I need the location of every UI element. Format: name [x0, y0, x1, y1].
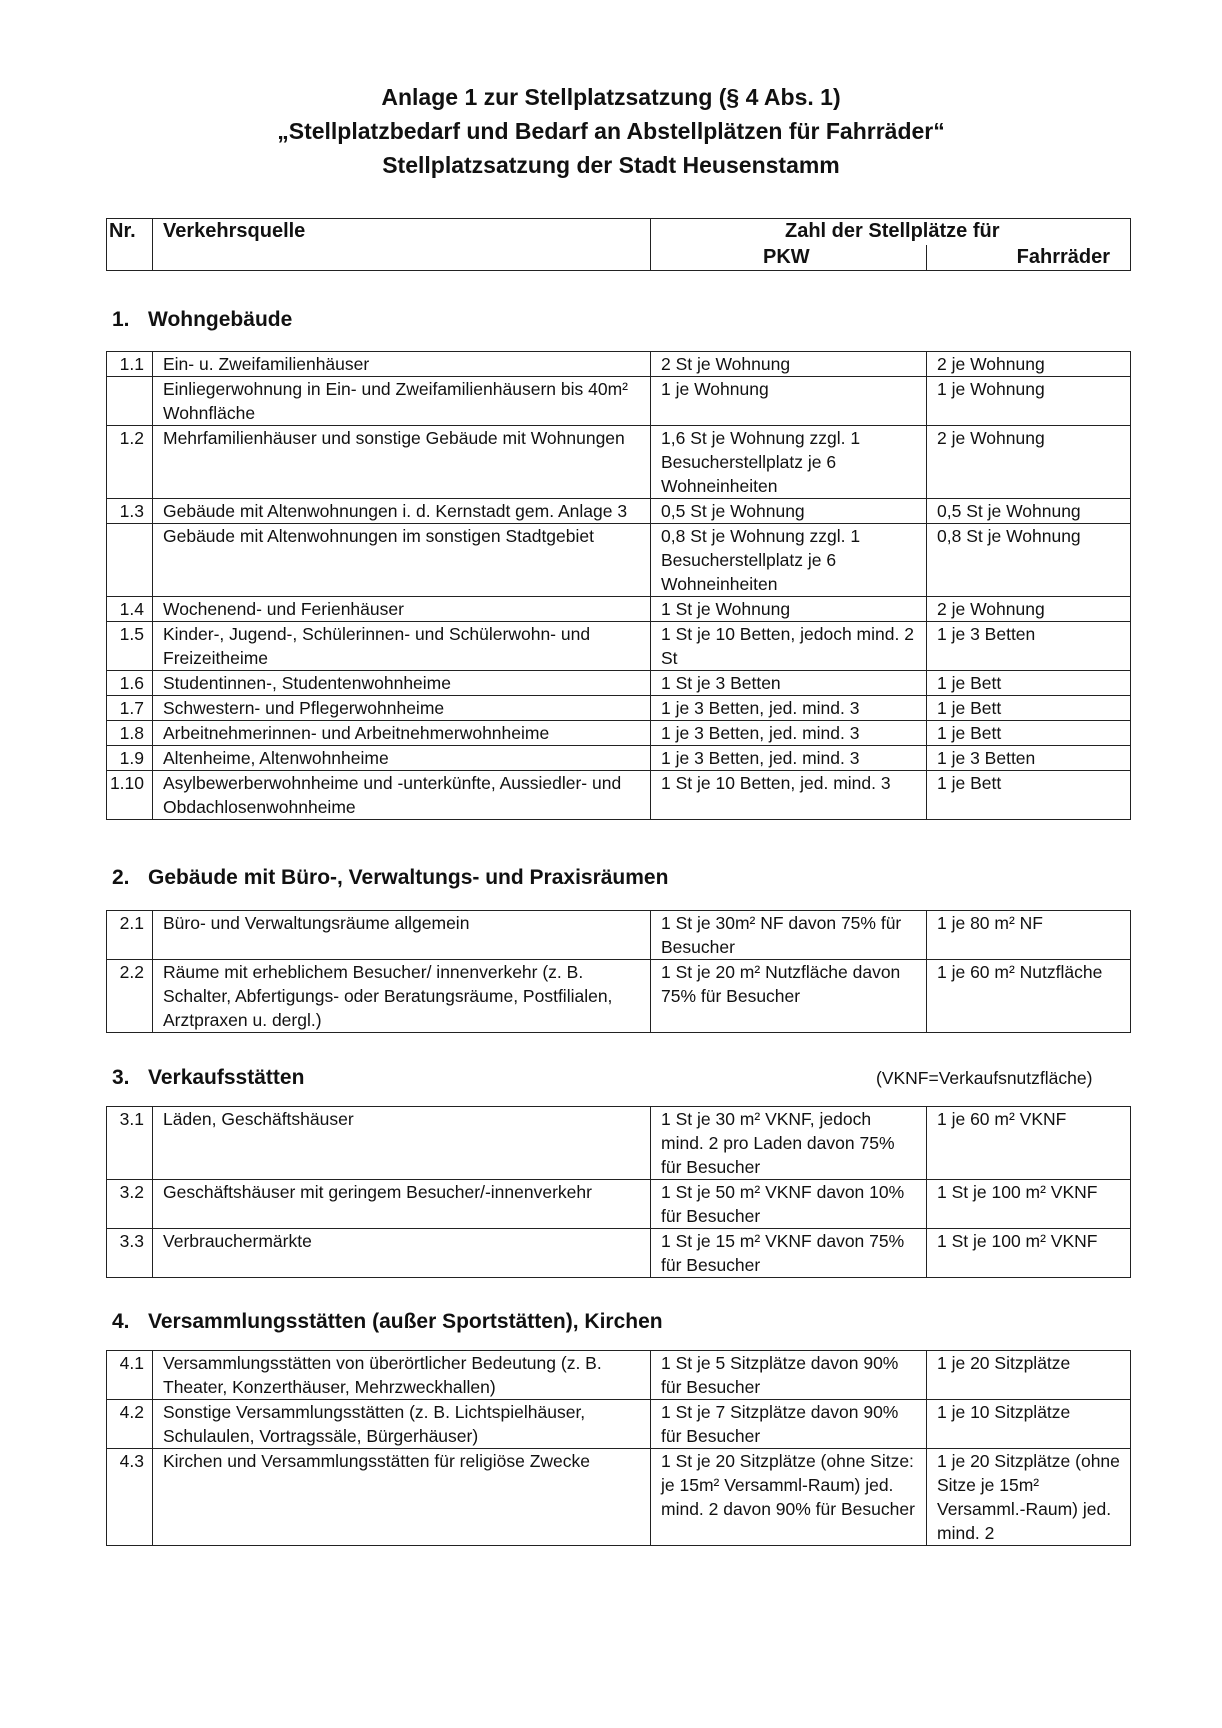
traffic-source: Arbeitnehmerinnen- und Arbeitnehmerwohnheime	[153, 721, 651, 746]
row-number: 4.1	[107, 1351, 153, 1400]
bike-spaces: 1 je 20 Sitzplätze	[927, 1351, 1131, 1400]
bike-spaces: 1 St je 100 m² VKNF	[927, 1180, 1131, 1229]
bike-spaces: 1 je 60 m² Nutzfläche	[927, 960, 1131, 1033]
row-number: 1.7	[107, 696, 153, 721]
row-number: 1.4	[107, 597, 153, 622]
section-title-3	[112, 1066, 304, 1090]
section-number: 1.	[112, 308, 130, 331]
bike-spaces: 1 je 3 Betten	[927, 622, 1131, 671]
table-row	[107, 721, 1131, 746]
table-row	[107, 1229, 1131, 1278]
car-spaces: 1 St je 15 m² VKNF davon 75% für Besucher	[651, 1229, 927, 1278]
traffic-source: Schwestern- und Pflegerwohnheime	[153, 696, 651, 721]
traffic-source: Versammlungsstätten von überörtlicher Bedeutung (z. B. Theater, Konzerthäuser, Mehrzweckhallen)	[153, 1351, 651, 1400]
traffic-source: Gebäude mit Altenwohnungen i. d. Kernstadt gem. Anlage 3	[153, 499, 651, 524]
car-spaces: 1 St je 20 Sitzplätze (ohne Sitze: je 15m² Versamml-Raum) jed. mind. 2 davon 90% für Besucher	[651, 1449, 927, 1546]
row-number: 1.2	[107, 426, 153, 499]
title-line-2: „Stellplatzbedarf und Bedarf an Abstellplätzen für Fahrräder“	[277, 118, 945, 144]
row-number: 3.1	[107, 1107, 153, 1180]
bike-spaces: 1 je 20 Sitzplätze (ohne Sitze je 15m² Versamml.-Raum) jed. mind. 2	[927, 1449, 1131, 1546]
section-label: Wohngebäude	[148, 308, 293, 331]
section-note: (VKNF=Verkaufsnutzfläche)	[876, 1068, 1093, 1088]
row-number: 3.2	[107, 1180, 153, 1229]
traffic-source: Ein- u. Zweifamilienhäuser	[153, 352, 651, 377]
car-spaces: 1 je 3 Betten, jed. mind. 3	[651, 696, 927, 721]
table-row	[107, 960, 1131, 1033]
section-label: Versammlungsstätten (außer Sportstätten), Kirchen	[148, 1310, 663, 1333]
table-row	[107, 1400, 1131, 1449]
car-spaces: 1 St je 10 Betten, jedoch mind. 2 St	[651, 622, 927, 671]
title-line-1: Anlage 1 zur Stellplatzsatzung (§ 4 Abs. 1)	[381, 84, 841, 110]
car-spaces: 1 St je 5 Sitzplätze davon 90% für Besucher	[651, 1351, 927, 1400]
car-spaces: 0,8 St je Wohnung zzgl. 1 Besucherstellplatz je 6 Wohneinheiten	[651, 524, 927, 597]
row-number: 4.3	[107, 1449, 153, 1546]
row-number: 1.8	[107, 721, 153, 746]
section-title-4	[112, 1310, 663, 1334]
table-row	[107, 377, 1131, 426]
table-row	[107, 911, 1131, 960]
table-row	[107, 771, 1131, 820]
car-spaces: 1 je Wohnung	[651, 377, 927, 426]
row-number: 2.1	[107, 911, 153, 960]
traffic-source: Mehrfamilienhäuser und sonstige Gebäude mit Wohnungen	[153, 426, 651, 499]
car-spaces: 1 St je 20 m² Nutzfläche davon 75% für Besucher	[651, 960, 927, 1033]
bike-spaces: 0,5 St je Wohnung	[927, 499, 1131, 524]
bike-spaces: 1 je Bett	[927, 696, 1131, 721]
row-number: 1.9	[107, 746, 153, 771]
traffic-source: Kinder-, Jugend-, Schülerinnen- und Schülerwohn- und Freizeitheime	[153, 622, 651, 671]
table-row	[107, 1351, 1131, 1400]
table-row	[107, 352, 1131, 377]
traffic-source: Asylbewerberwohnheime und -unterkünfte, Aussiedler- und Obdachlosenwohnheime	[153, 771, 651, 820]
header-table	[106, 218, 1131, 271]
section-number: 4.	[112, 1310, 130, 1333]
section-table-3	[106, 1106, 1131, 1278]
bike-spaces: 1 je Bett	[927, 721, 1131, 746]
header-pkw: PKW	[651, 245, 927, 271]
table-row	[107, 1107, 1131, 1180]
section-title-2	[112, 866, 668, 890]
row-number: 1.5	[107, 622, 153, 671]
traffic-source: Geschäftshäuser mit geringem Besucher/-innenverkehr	[153, 1180, 651, 1229]
section-label: Gebäude mit Büro-, Verwaltungs- und Praxisräumen	[148, 866, 669, 889]
bike-spaces: 1 je 10 Sitzplätze	[927, 1400, 1131, 1449]
traffic-source: Altenheime, Altenwohnheime	[153, 746, 651, 771]
car-spaces: 1 je 3 Betten, jed. mind. 3	[651, 746, 927, 771]
document-title	[0, 80, 1222, 182]
bike-spaces: 1 je Bett	[927, 771, 1131, 820]
row-number: 1.10	[107, 771, 153, 820]
row-number: 3.3	[107, 1229, 153, 1278]
bike-spaces: 1 je 60 m² VKNF	[927, 1107, 1131, 1180]
table-row	[107, 426, 1131, 499]
title-line-3: Stellplatzsatzung der Stadt Heusenstamm	[382, 152, 840, 178]
row-number	[107, 377, 153, 426]
traffic-source: Wochenend- und Ferienhäuser	[153, 597, 651, 622]
bike-spaces: 2 je Wohnung	[927, 426, 1131, 499]
bike-spaces: 1 je 3 Betten	[927, 746, 1131, 771]
bike-spaces: 1 St je 100 m² VKNF	[927, 1229, 1131, 1278]
section-table-2	[106, 910, 1131, 1033]
traffic-source: Räume mit erheblichem Besucher/ innenverkehr (z. B. Schalter, Abfertigungs- oder Beratungsräume, Postfilialen, Arztpraxen u. dergl.)	[153, 960, 651, 1033]
traffic-source: Kirchen und Versammlungsstätten für religiöse Zwecke	[153, 1449, 651, 1546]
traffic-source: Sonstige Versammlungsstätten (z. B. Lichtspielhäuser, Schulaulen, Vortragssäle, Bürgerhäuser)	[153, 1400, 651, 1449]
row-number: 1.3	[107, 499, 153, 524]
section-table-4	[106, 1350, 1131, 1546]
car-spaces: 0,5 St je Wohnung	[651, 499, 927, 524]
bike-spaces: 0,8 St je Wohnung	[927, 524, 1131, 597]
row-number: 4.2	[107, 1400, 153, 1449]
row-number: 2.2	[107, 960, 153, 1033]
car-spaces: 2 St je Wohnung	[651, 352, 927, 377]
bike-spaces: 1 je Wohnung	[927, 377, 1131, 426]
traffic-source: Einliegerwohnung in Ein- und Zweifamilienhäusern bis 40m² Wohnfläche	[153, 377, 651, 426]
table-row	[107, 671, 1131, 696]
table-row	[107, 1180, 1131, 1229]
section-number: 2.	[112, 866, 130, 889]
bike-spaces: 1 je 80 m² NF	[927, 911, 1131, 960]
car-spaces: 1 St je 7 Sitzplätze davon 90% für Besucher	[651, 1400, 927, 1449]
table-row	[107, 746, 1131, 771]
traffic-source: Gebäude mit Altenwohnungen im sonstigen Stadtgebiet	[153, 524, 651, 597]
car-spaces: 1 St je 10 Betten, jed. mind. 3	[651, 771, 927, 820]
traffic-source: Verbrauchermärkte	[153, 1229, 651, 1278]
section-title-1	[112, 308, 292, 332]
traffic-source: Büro- und Verwaltungsräume allgemein	[153, 911, 651, 960]
header-count: Zahl der Stellplätze für	[651, 219, 1131, 245]
car-spaces: 1 St je 30m² NF davon 75% für Besucher	[651, 911, 927, 960]
car-spaces: 1 je 3 Betten, jed. mind. 3	[651, 721, 927, 746]
table-row	[107, 499, 1131, 524]
table-row	[107, 1449, 1131, 1546]
bike-spaces: 1 je Bett	[927, 671, 1131, 696]
row-number: 1.6	[107, 671, 153, 696]
table-row	[107, 622, 1131, 671]
car-spaces: 1 St je 3 Betten	[651, 671, 927, 696]
car-spaces: 1,6 St je Wohnung zzgl. 1 Besucherstellplatz je 6 Wohneinheiten	[651, 426, 927, 499]
traffic-source: Studentinnen-, Studentenwohnheime	[153, 671, 651, 696]
table-row	[107, 597, 1131, 622]
car-spaces: 1 St je 30 m² VKNF, jedoch mind. 2 pro Laden davon 75% für Besucher	[651, 1107, 927, 1180]
section-label: Verkaufsstätten	[148, 1066, 305, 1089]
traffic-source: Läden, Geschäftshäuser	[153, 1107, 651, 1180]
table-row	[107, 696, 1131, 721]
row-number: 1.1	[107, 352, 153, 377]
header-nr: Nr.	[107, 219, 153, 271]
bike-spaces: 2 je Wohnung	[927, 352, 1131, 377]
header-source: Verkehrsquelle	[153, 219, 651, 271]
car-spaces: 1 St je 50 m² VKNF davon 10% für Besucher	[651, 1180, 927, 1229]
car-spaces: 1 St je Wohnung	[651, 597, 927, 622]
section-number: 3.	[112, 1066, 130, 1089]
table-row	[107, 524, 1131, 597]
section-table-1	[106, 351, 1131, 820]
bike-spaces: 2 je Wohnung	[927, 597, 1131, 622]
row-number	[107, 524, 153, 597]
header-bikes: Fahrräder	[927, 245, 1131, 271]
